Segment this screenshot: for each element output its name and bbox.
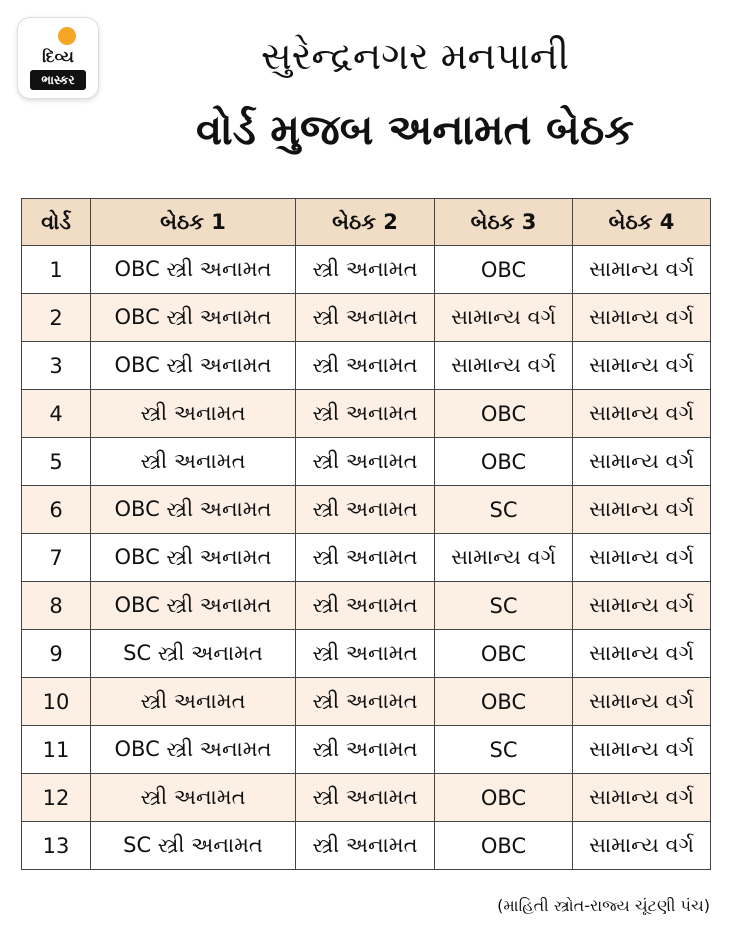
- seat-3-cell: OBC: [435, 774, 573, 822]
- table-row: [22, 822, 711, 870]
- header-seat-4: બેઠક 4: [573, 199, 711, 246]
- seat-1-cell: સ્ત્રી અનામત: [91, 390, 296, 438]
- table-row: [22, 774, 711, 822]
- table-row: [22, 534, 711, 582]
- seat-2-cell: સ્ત્રી અનામત: [296, 534, 435, 582]
- table-row: [22, 630, 711, 678]
- ward-number: 12: [22, 774, 91, 822]
- ward-number: 5: [22, 438, 91, 486]
- seat-3-cell: SC: [435, 726, 573, 774]
- seat-4-cell: સામાન્ય વર્ગ: [573, 486, 711, 534]
- seat-3-cell: OBC: [435, 678, 573, 726]
- seat-1-cell: OBC સ્ત્રી અનામત: [91, 246, 296, 294]
- seat-2-cell: સ્ત્રી અનામત: [296, 486, 435, 534]
- seat-1-cell: સ્ત્રી અનામત: [91, 678, 296, 726]
- header-ward: વોર્ડ: [22, 199, 91, 246]
- ward-number: 8: [22, 582, 91, 630]
- seat-3-cell: OBC: [435, 438, 573, 486]
- ward-number: 3: [22, 342, 91, 390]
- seat-4-cell: સામાન્ય વર્ગ: [573, 246, 711, 294]
- seat-2-cell: સ્ત્રી અનામત: [296, 582, 435, 630]
- page-title-line1: સુરેન્દ્રનગર મનપાની: [261, 34, 569, 78]
- ward-reservation-table: [21, 198, 711, 870]
- table-row: [22, 342, 711, 390]
- ward-number: 9: [22, 630, 91, 678]
- table-row: [22, 582, 711, 630]
- seat-1-cell: OBC સ્ત્રી અનામત: [91, 582, 296, 630]
- seat-4-cell: સામાન્ય વર્ગ: [573, 294, 711, 342]
- seat-1-cell: SC સ્ત્રી અનામત: [91, 630, 296, 678]
- source-note: (માહિતી સ્ત્રોત-રાજ્ય ચૂંટણી પંચ): [497, 896, 710, 915]
- logo-text-divya: દિવ્ય: [42, 47, 74, 66]
- seat-1-cell: સ્ત્રી અનામત: [91, 438, 296, 486]
- seat-4-cell: સામાન્ય વર્ગ: [573, 390, 711, 438]
- ward-number: 13: [22, 822, 91, 870]
- table-row: [22, 390, 711, 438]
- logo-text-bhaskar: ભાસ્કર: [30, 70, 86, 90]
- ward-number: 11: [22, 726, 91, 774]
- table-row: [22, 678, 711, 726]
- seat-2-cell: સ્ત્રી અનામત: [296, 390, 435, 438]
- seat-1-cell: સ્ત્રી અનામત: [91, 774, 296, 822]
- table-row: [22, 486, 711, 534]
- header-seat-2: બેઠક 2: [296, 199, 435, 246]
- header-seat-3: બેઠક 3: [435, 199, 573, 246]
- seat-4-cell: સામાન્ય વર્ગ: [573, 678, 711, 726]
- seat-1-cell: OBC સ્ત્રી અનામત: [91, 342, 296, 390]
- seat-2-cell: સ્ત્રી અનામત: [296, 726, 435, 774]
- seat-3-cell: SC: [435, 486, 573, 534]
- ward-number: 2: [22, 294, 91, 342]
- ward-number: 6: [22, 486, 91, 534]
- seat-2-cell: સ્ત્રી અનામત: [296, 774, 435, 822]
- seat-3-cell: OBC: [435, 246, 573, 294]
- seat-4-cell: સામાન્ય વર્ગ: [573, 582, 711, 630]
- page-title-line2: વોર્ડ મુજબ અનામત બેઠક: [196, 105, 634, 154]
- table-row: [22, 246, 711, 294]
- sun-icon: [58, 27, 76, 45]
- seat-3-cell: સામાન્ય વર્ગ: [435, 294, 573, 342]
- seat-3-cell: OBC: [435, 822, 573, 870]
- seat-2-cell: સ્ત્રી અનામત: [296, 630, 435, 678]
- header-seat-1: બેઠક 1: [91, 199, 296, 246]
- seat-1-cell: OBC સ્ત્રી અનામત: [91, 726, 296, 774]
- seat-3-cell: સામાન્ય વર્ગ: [435, 534, 573, 582]
- seat-2-cell: સ્ત્રી અનામત: [296, 294, 435, 342]
- seat-4-cell: સામાન્ય વર્ગ: [573, 438, 711, 486]
- table-row: [22, 438, 711, 486]
- divya-bhaskar-logo: [18, 18, 98, 98]
- table-row: [22, 294, 711, 342]
- seat-4-cell: સામાન્ય વર્ગ: [573, 774, 711, 822]
- seat-2-cell: સ્ત્રી અનામત: [296, 678, 435, 726]
- ward-number: 4: [22, 390, 91, 438]
- seat-3-cell: SC: [435, 582, 573, 630]
- ward-number: 10: [22, 678, 91, 726]
- seat-4-cell: સામાન્ય વર્ગ: [573, 726, 711, 774]
- seat-3-cell: OBC: [435, 630, 573, 678]
- ward-number: 7: [22, 534, 91, 582]
- seat-1-cell: OBC સ્ત્રી અનામત: [91, 534, 296, 582]
- seat-1-cell: OBC સ્ત્રી અનામત: [91, 486, 296, 534]
- seat-4-cell: સામાન્ય વર્ગ: [573, 630, 711, 678]
- seat-2-cell: સ્ત્રી અનામત: [296, 822, 435, 870]
- table-body: [22, 246, 711, 870]
- table-header-row: [22, 199, 711, 246]
- seat-3-cell: OBC: [435, 390, 573, 438]
- seat-4-cell: સામાન્ય વર્ગ: [573, 342, 711, 390]
- table-row: [22, 726, 711, 774]
- seat-1-cell: OBC સ્ત્રી અનામત: [91, 294, 296, 342]
- ward-number: 1: [22, 246, 91, 294]
- seat-4-cell: સામાન્ય વર્ગ: [573, 822, 711, 870]
- seat-2-cell: સ્ત્રી અનામત: [296, 438, 435, 486]
- seat-3-cell: સામાન્ય વર્ગ: [435, 342, 573, 390]
- seat-4-cell: સામાન્ય વર્ગ: [573, 534, 711, 582]
- seat-2-cell: સ્ત્રી અનામત: [296, 342, 435, 390]
- seat-1-cell: SC સ્ત્રી અનામત: [91, 822, 296, 870]
- seat-2-cell: સ્ત્રી અનામત: [296, 246, 435, 294]
